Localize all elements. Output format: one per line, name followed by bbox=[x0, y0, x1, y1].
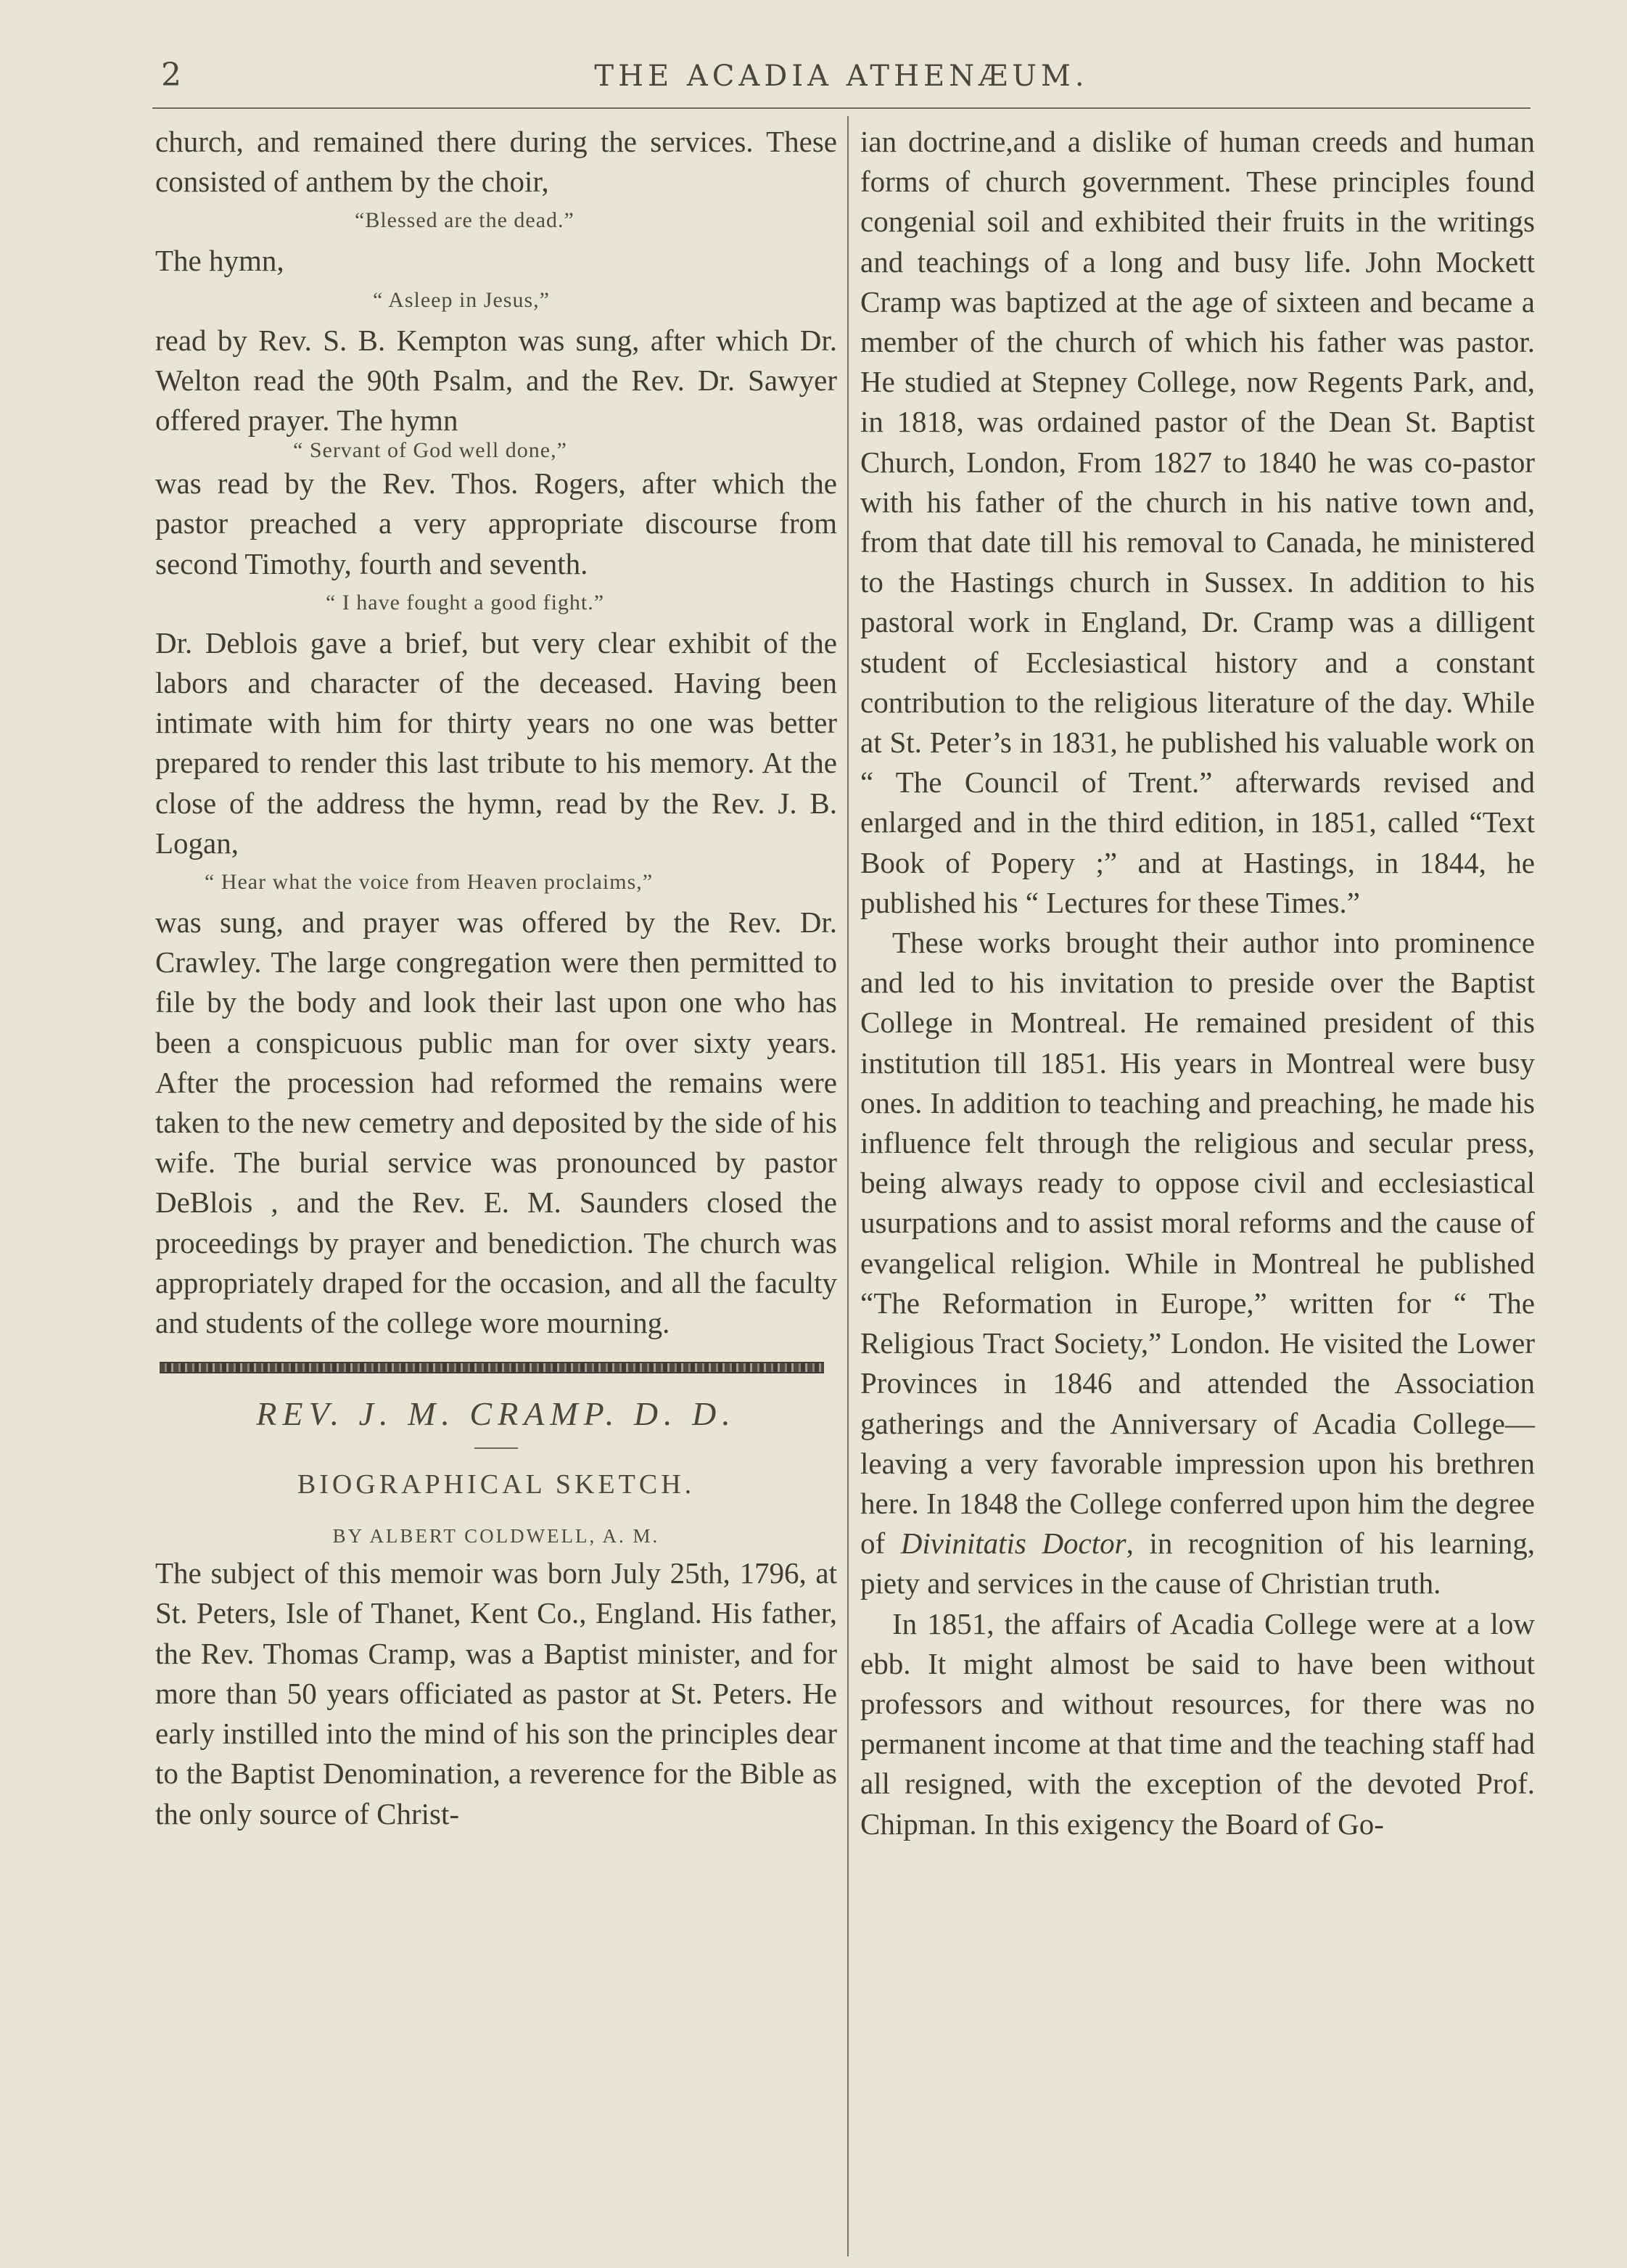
paragraph: church, and remained there during the services. These consisted of anthem by the choir, bbox=[155, 125, 837, 199]
paragraph: The hymn, bbox=[155, 244, 284, 278]
article-title: REV. J. M. CRAMP. D. D. bbox=[256, 1395, 736, 1433]
quoted-hymn-line: “Blessed are the dead.” bbox=[355, 208, 574, 233]
column-divider bbox=[847, 116, 849, 2256]
header-rule bbox=[152, 107, 1531, 109]
page-header bbox=[152, 57, 1531, 103]
title-rule bbox=[474, 1447, 518, 1449]
byline: BY ALBERT COLDWELL, A. M. bbox=[332, 1525, 660, 1548]
paragraph: was sung, and prayer was offered by the Rev. Dr. Crawley. The large congregation were then permitted to file by the body and look their last upon one who has been a conspicuous public man for over sixty years. After the procession had reformed the remains were taken to the new cemetry and deposited by the side of his wife. The burial service was pronounced by pastor DeBlois , and the Rev. E. M. Saunders closed the proceedings by prayer and benediction. The church was appropriately draped for the occasion, and all the faculty and students of the college wore mourning. bbox=[155, 905, 837, 1340]
right-column bbox=[860, 122, 1535, 1844]
paragraph bbox=[860, 923, 1535, 1603]
running-title: THE ACADIA ATHENÆUM. bbox=[594, 59, 1089, 93]
paragraph: was read by the Rev. Thos. Rogers, after which the pastor preached a very appropriate discourse from second Timothy, fourth and seventh. bbox=[155, 467, 837, 580]
paragraph-text: , in recognition of his learning, piety and services in the cause of Christian truth. bbox=[860, 1527, 1536, 1601]
latin-degree: Divinitatis Doctor bbox=[900, 1527, 1126, 1561]
page-number: 2 bbox=[161, 57, 181, 94]
paragraph: read by Rev. S. B. Kempton was sung, after which Dr. Welton read the 90th Psalm, and the Rev. Dr. Sawyer offered prayer. The hymn bbox=[155, 323, 837, 437]
paragraph: The subject of this memoir was born July 25th, 1796, at St. Peters, Isle of Thanet, Kent Co., England. His father, the Rev. Thomas Cramp, was a Baptist minister, and for more than 50 years officiated as pastor at St. Peters. He early instilled into the mind of his son the principles dear to the Baptist Denomination, a reverence for the Bible as the only source of Christ- bbox=[155, 1556, 837, 1831]
article-subtitle: BIOGRAPHICAL SKETCH. bbox=[297, 1469, 696, 1500]
paragraph: ian doctrine,and a dislike of human creeds and human forms of church government. These principles found congenial soil and exhibited their fruits in the writings and teachings of a long and busy life. John Mockett Cramp was baptized at the age of sixteen and became a member of the church of which his father was pastor. He studied at Stepney College, now Regents Park, and, in 1818, was ordained pastor of the Dean St. Baptist Church, London, From 1827 to 1840 he was co-pastor with his father of the church in his native town and, from that date till his removal to Canada, he ministered to the Hastings church in Sussex. In addition to his pastoral work in England, Dr. Cramp was a dilligent student of Ecclesiastical history and a constant contribution to the religious literature of the day. While at St. Peter’s in 1831, he published his valuable work on “ The Council of Trent.” afterwards revised and enlarged and in the third edition, in 1851, called “Text Book of Popery ;” and at Hastings, in 1844, he published his “ Lectures for these Times.” bbox=[860, 125, 1535, 919]
quoted-hymn-line: “ Asleep in Jesus,” bbox=[373, 287, 550, 312]
quoted-hymn-line: “ Servant of God well done,” bbox=[293, 438, 567, 463]
paragraph: Dr. Deblois gave a brief, but very clear exhibit of the labors and character of the deceased. Having been intimate with him for thirty years no one was better prepared to render this last tribute to his memory. At the close of the address the hymn, read by the Rev. J. B. Logan, bbox=[155, 625, 837, 860]
paragraph-text: These works brought their author into prominence and led to his invitation to preside over the Baptist College in Montreal. He remained president of this institution till 1851. His years in Montreal were busy ones. In addition to teaching and preaching, he made his influence felt through the religious and secular press, being always ready to oppose civil and ecclesiastical usurpations and to assist moral reforms and the cause of evangelical religion. While in Montreal he published “The Reformation in Europe,” written for “ The Religious Tract Society,” London. He visited the Lower Provinces in 1846 and attended the Association gatherings and the Anniversary of Acadia College—leaving a very favorable impression upon his brethren here. In 1848 the College conferred upon him the degree of bbox=[860, 926, 1535, 1561]
paragraph: In 1851, the affairs of Acadia College were at a low ebb. It might almost be said to have been without professors and without resources, for there was no permanent income at that time and the teaching staff had all resigned, with the exception of the devoted Prof. Chipman. In this exigency the Board of Go- bbox=[860, 1606, 1535, 1841]
ornamental-divider bbox=[160, 1362, 824, 1373]
quoted-scripture-line: “ I have fought a good fight.” bbox=[326, 590, 605, 615]
left-column bbox=[155, 122, 837, 1834]
quoted-hymn-line: “ Hear what the voice from Heaven proclaims,” bbox=[205, 870, 654, 895]
